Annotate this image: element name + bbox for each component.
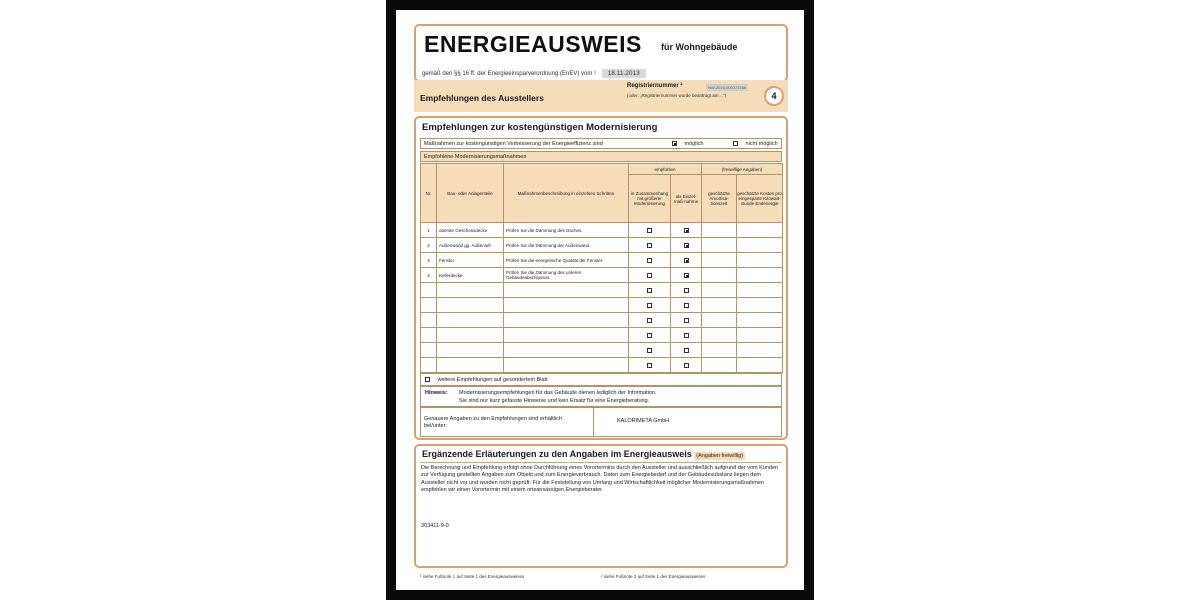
row-single-checkbox[interactable] xyxy=(684,243,689,248)
recommendations-section xyxy=(414,116,788,440)
measures-table xyxy=(420,163,783,373)
row-single-checkbox[interactable] xyxy=(684,348,689,353)
row-in-context-checkbox[interactable] xyxy=(647,303,652,308)
row-in-context-cell xyxy=(629,343,671,358)
row-single-checkbox[interactable] xyxy=(684,303,689,308)
contact-value: KALORIMETA GmbH xyxy=(617,418,670,424)
not-possible-checkbox[interactable] xyxy=(733,141,738,146)
row-description: Prüfen Sie die Dämmung der Außenwand. xyxy=(504,238,629,253)
row-single-cell xyxy=(671,328,702,343)
table-row xyxy=(421,238,783,253)
row-payback xyxy=(702,313,737,328)
supplement-title-text: Ergänzende Erläuterungen zu den Angaben im Energieausweis xyxy=(422,449,692,459)
row-single-checkbox[interactable] xyxy=(684,318,689,323)
option-not-possible-label: nicht möglich xyxy=(745,141,778,147)
row-in-context-cell xyxy=(629,253,671,268)
row-description: Prüfen Sie die energetische Qualität der Fenster. xyxy=(504,253,629,268)
row-in-context-checkbox[interactable] xyxy=(647,273,652,278)
issuer-bar xyxy=(414,80,788,112)
table-row xyxy=(421,268,783,283)
table-row xyxy=(421,253,783,268)
row-costs xyxy=(737,343,783,358)
row-costs xyxy=(737,313,783,328)
row-number xyxy=(421,298,437,313)
row-number: 4 xyxy=(421,268,437,283)
contact-label: Genauere Angaben zu den Empfehlungen sind erhältlich bei/unter: xyxy=(424,416,562,429)
recommended-measures-header: Empfohlene Modernisierungsmaßnahmen xyxy=(420,151,782,162)
supplement-section xyxy=(414,444,788,568)
legal-basis-line xyxy=(422,69,646,78)
row-description xyxy=(504,328,629,343)
row-costs xyxy=(737,358,783,373)
row-description xyxy=(504,313,629,328)
col-group-optional: (freiwillige Angaben) xyxy=(702,164,783,175)
row-payback xyxy=(702,358,737,373)
regulation-date: 18.11.2013 xyxy=(602,69,646,78)
supplement-divider xyxy=(420,462,782,463)
row-in-context-checkbox[interactable] xyxy=(647,258,652,263)
row-payback xyxy=(702,343,737,358)
row-in-context-checkbox[interactable] xyxy=(647,228,652,233)
row-description: Prüfen Sie die Dämmung des Daches. xyxy=(504,223,629,238)
more-recommendations-row xyxy=(420,373,782,386)
col-component: Bau- oder Anlagenteile xyxy=(437,164,504,223)
row-number xyxy=(421,328,437,343)
row-in-context-cell xyxy=(629,313,671,328)
row-number: 1 xyxy=(421,223,437,238)
col-payback: geschätzte Amortisa-tionszeit xyxy=(702,175,737,223)
row-in-context-cell xyxy=(629,238,671,253)
row-description xyxy=(504,343,629,358)
row-component: Fenster xyxy=(437,253,504,268)
row-component xyxy=(437,343,504,358)
supplement-title xyxy=(422,449,745,459)
col-single: als Einzel-maß-nahme xyxy=(671,175,702,223)
row-payback xyxy=(702,253,737,268)
issuer-bar-title: Empfehlungen des Ausstellers xyxy=(420,93,544,103)
table-row xyxy=(421,313,783,328)
row-description xyxy=(504,358,629,373)
row-in-context-checkbox[interactable] xyxy=(647,333,652,338)
row-component: oberste Geschossdecke xyxy=(437,223,504,238)
option-possible-label: möglich xyxy=(684,141,704,147)
registry-label: Registriernummer ² xyxy=(627,83,683,89)
supplement-code: 303411-9-0 xyxy=(421,523,449,529)
page-number-badge: 4 xyxy=(764,86,784,106)
row-description xyxy=(504,283,629,298)
table-row xyxy=(421,223,783,238)
row-in-context-checkbox[interactable] xyxy=(647,363,652,368)
registry-note: (oder: „Registriernummer wurde beantragt am…") xyxy=(627,93,727,98)
supplement-text: Die Berechnung und Empfehlung erfolgt ohne Durchführung eines Vorortermins durch den Aussteller und ausschließlich aufgrund der vom Kunden zur Verfügung gestellten Angaben zum Objekt und zum Energieverbrauch. Daten zum Energiebedarf und der Gebäudesubstanz liegen dem Aussteller nicht vor und wurden nicht geprüft. Für die Feststellung von Umfang und Wirtschaftlichkeit möglicher Modernisierungsmaßnahmen empfehlen wir einen Vorortermin mit einem ortsansässigen Energieberater. xyxy=(421,465,779,493)
more-recommendations-checkbox[interactable] xyxy=(425,377,430,382)
row-number xyxy=(421,313,437,328)
col-nr: Nr. xyxy=(421,164,437,223)
row-costs xyxy=(737,328,783,343)
row-payback xyxy=(702,238,737,253)
certificate-header xyxy=(414,24,788,82)
row-single-cell xyxy=(671,253,702,268)
row-component xyxy=(437,328,504,343)
row-single-cell xyxy=(671,298,702,313)
row-component xyxy=(437,283,504,298)
row-in-context-cell xyxy=(629,358,671,373)
row-number: 2 xyxy=(421,238,437,253)
col-in-context: in Zusammenhang mit größerer Modernisierung xyxy=(629,175,671,223)
row-costs xyxy=(737,298,783,313)
row-single-cell xyxy=(671,223,702,238)
col-description: Maßnahmenbeschreibung in einzelnen Schritten xyxy=(504,164,629,223)
hint-text-line2: Sie sind nur kurz gefasste Hinweise und kein Ersatz für eine Energieberatung. xyxy=(459,398,650,404)
table-row xyxy=(421,328,783,343)
row-single-cell xyxy=(671,283,702,298)
row-single-checkbox[interactable] xyxy=(684,228,689,233)
row-single-cell xyxy=(671,343,702,358)
row-in-context-checkbox[interactable] xyxy=(647,318,652,323)
row-single-checkbox[interactable] xyxy=(684,333,689,338)
hint-label: Hinweis: xyxy=(425,390,448,396)
possible-checkbox[interactable] xyxy=(672,141,677,146)
row-in-context-cell xyxy=(629,268,671,283)
row-single-checkbox[interactable] xyxy=(684,273,689,278)
row-in-context-checkbox[interactable] xyxy=(647,243,652,248)
row-single-cell xyxy=(671,238,702,253)
more-recommendations-label: weitere Empfehlungen auf gesondertem Blatt xyxy=(437,377,548,383)
row-component xyxy=(437,298,504,313)
measures-question: Maßnahmen zur kostengünstigen Verbesserung der Energieeffizienz sind xyxy=(424,141,603,147)
row-single-cell xyxy=(671,268,702,283)
registry-number: NW-2016-000373766 xyxy=(708,85,747,90)
hint-text-line1: Modernisierungsempfehlungen für das Gebäude dienen lediglich der Information. xyxy=(459,390,657,396)
hint-box xyxy=(420,386,782,407)
row-costs xyxy=(737,283,783,298)
row-payback xyxy=(702,223,737,238)
row-single-checkbox[interactable] xyxy=(684,258,689,263)
row-single-cell xyxy=(671,313,702,328)
row-number xyxy=(421,358,437,373)
option-not-possible[interactable] xyxy=(733,141,778,147)
certificate-subtitle: für Wohngebäude xyxy=(661,42,738,52)
option-possible[interactable] xyxy=(672,141,703,147)
legal-basis-text: gemäß den §§ 16 ff. der Energieeinsparverordnung (EnEV) vom ¹ xyxy=(422,71,596,77)
row-single-checkbox[interactable] xyxy=(684,288,689,293)
optional-tag: (Angaben freiwillig) xyxy=(696,453,744,459)
row-in-context-checkbox[interactable] xyxy=(647,288,652,293)
row-component xyxy=(437,358,504,373)
document-page xyxy=(396,10,804,590)
row-payback xyxy=(702,268,737,283)
row-component: Außenwand gg. Außenluft xyxy=(437,238,504,253)
row-single-cell xyxy=(671,358,702,373)
row-payback xyxy=(702,283,737,298)
table-row xyxy=(421,298,783,313)
row-costs xyxy=(737,253,783,268)
row-description: Prüfen Sie die Dämmung des unteren Gebäudeabschlusses. xyxy=(504,268,629,283)
row-payback xyxy=(702,298,737,313)
certificate-title: ENERGIEAUSWEIS xyxy=(424,31,642,57)
recommendations-title: Empfehlungen zur kostengünstigen Modernisierung xyxy=(422,122,658,133)
row-costs xyxy=(737,223,783,238)
row-costs xyxy=(737,238,783,253)
contact-divider xyxy=(593,408,594,436)
row-in-context-cell xyxy=(629,298,671,313)
row-single-checkbox[interactable] xyxy=(684,363,689,368)
measures-possible-row xyxy=(420,138,782,149)
row-number xyxy=(421,283,437,298)
table-row xyxy=(421,343,783,358)
col-costs: geschätzte Kosten pro eingesparte Kilowatt-stunde Endenergie xyxy=(737,175,783,223)
row-in-context-cell xyxy=(629,283,671,298)
row-in-context-cell xyxy=(629,328,671,343)
col-group-recommended: empfohlen xyxy=(629,164,702,175)
row-in-context-checkbox[interactable] xyxy=(647,348,652,353)
row-component: Kellerdecke xyxy=(437,268,504,283)
row-number xyxy=(421,343,437,358)
footnote-1: ¹ siehe Fußnote 1 auf Seite 1 des Energieausweises xyxy=(420,574,525,579)
table-row xyxy=(421,358,783,373)
row-in-context-cell xyxy=(629,223,671,238)
row-payback xyxy=(702,328,737,343)
footnote-2: ² siehe Fußnote 2 auf Seite 1 des Energieausweises xyxy=(601,574,706,579)
row-description xyxy=(504,298,629,313)
contact-row xyxy=(420,407,782,437)
row-costs xyxy=(737,268,783,283)
table-row xyxy=(421,283,783,298)
row-component xyxy=(437,313,504,328)
row-number: 3 xyxy=(421,253,437,268)
